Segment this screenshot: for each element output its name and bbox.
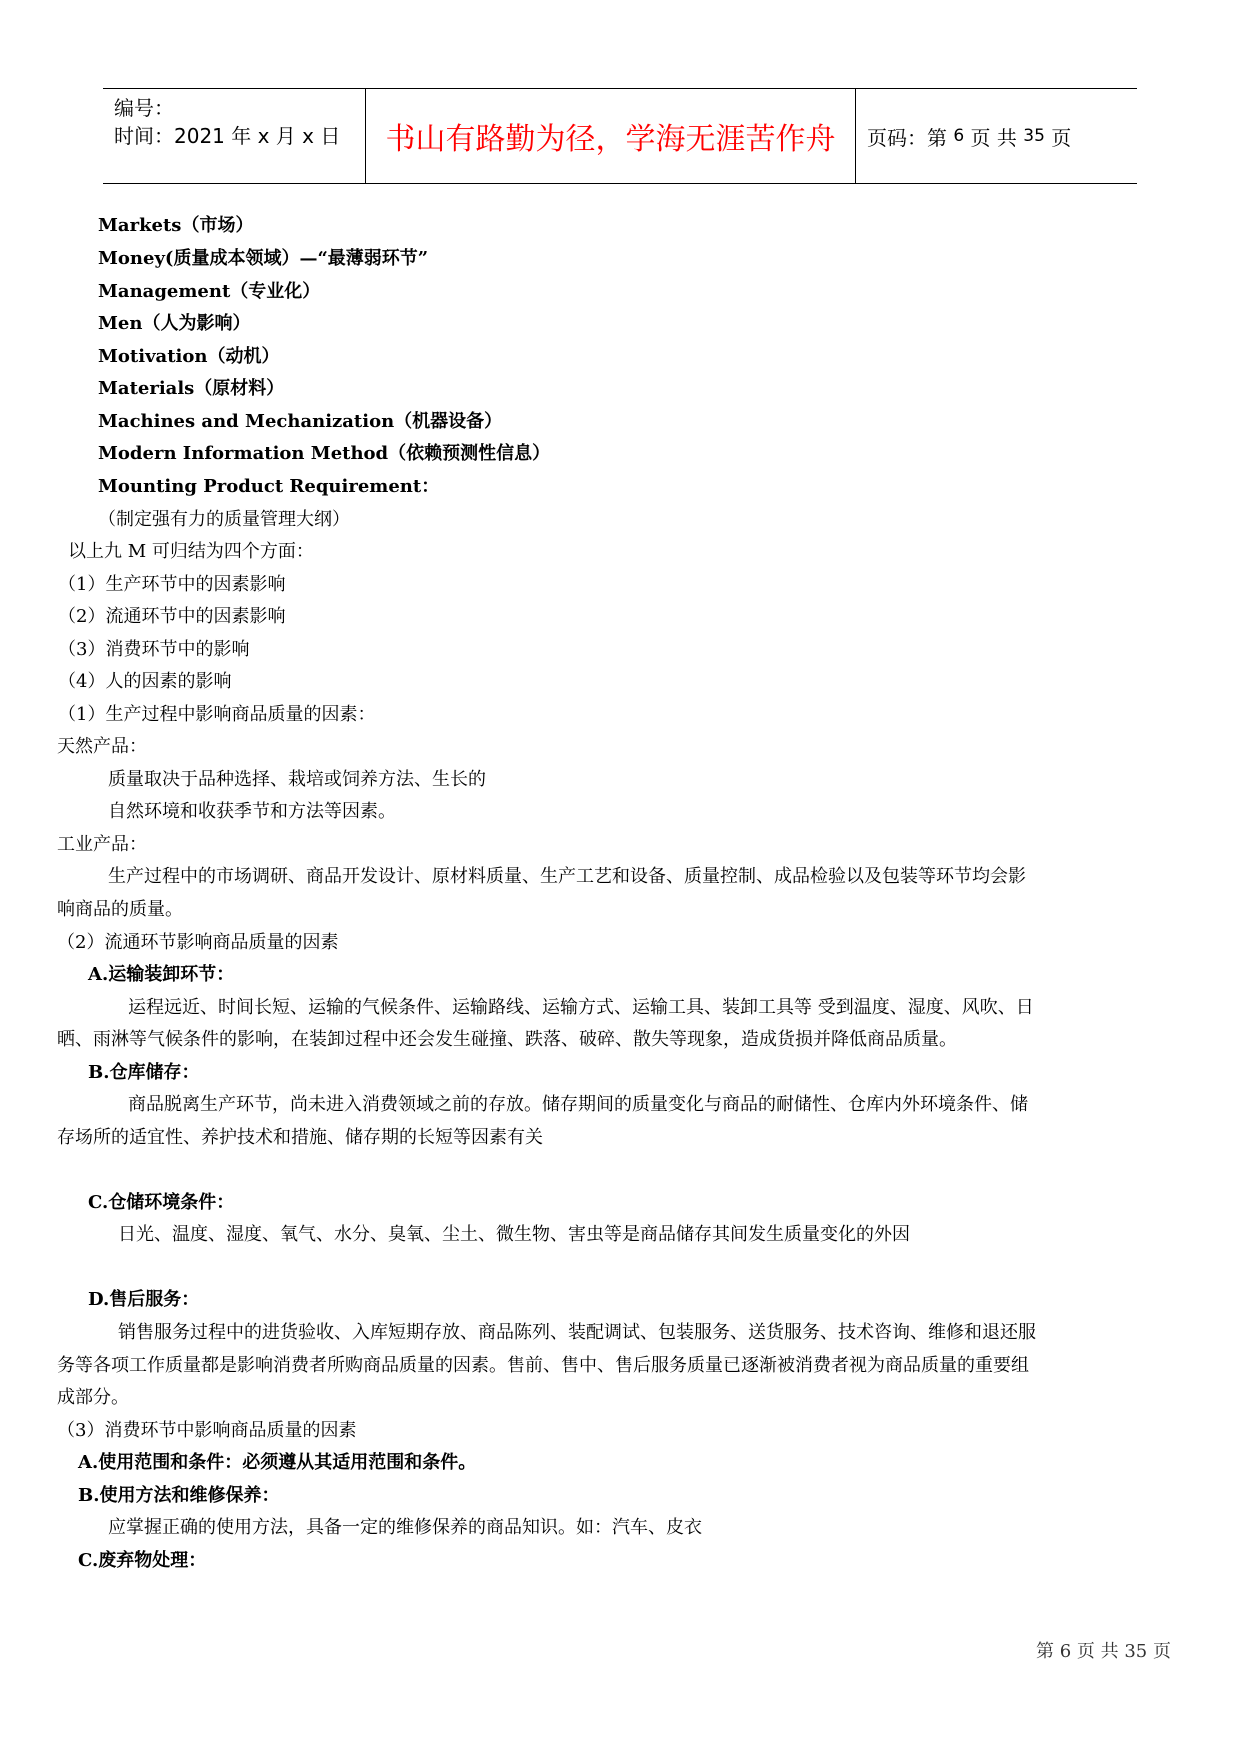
text-line: 生产过程中的市场调研、商品开发设计、原材料质量、生产工艺和设备、质量控制、成品检验以及包装等环节均会影	[108, 866, 1026, 887]
text-line: Markets（市场）	[98, 215, 254, 236]
text-line: D.售后服务：	[88, 1289, 200, 1310]
text-line: （1）生产环节中的因素影响	[58, 574, 286, 595]
text-line: （3）消费环节中的影响	[58, 639, 250, 660]
text-line: C.废弃物处理：	[78, 1550, 207, 1571]
text-line: Mounting Product Requirement：	[98, 476, 440, 497]
text-line: 存场所的适宜性、养护技术和措施、储存期的长短等因素有关	[57, 1127, 543, 1148]
page-total: 35	[1023, 126, 1045, 146]
text-line: C.仓储环境条件：	[88, 1192, 235, 1213]
text-line: 成部分。	[57, 1387, 129, 1408]
text-line: （2）流通环节中的因素影响	[58, 606, 286, 627]
text-line: Motivation（动机）	[98, 346, 280, 367]
page-suffix: 页	[1051, 125, 1072, 150]
text-line: Machines and Mechanization（机器设备）	[98, 411, 503, 432]
text-line: 应掌握正确的使用方法，具备一定的维修保养的商品知识。如：汽车、皮衣	[108, 1517, 702, 1538]
page-prefix: 页码：第	[867, 125, 947, 150]
text-line: Management（专业化）	[98, 281, 321, 302]
text-line: （2）流通环节影响商品质量的因素	[57, 932, 339, 953]
page-header	[103, 88, 1137, 184]
text-line: 质量取决于品种选择、栽培或饲养方法、生长的	[108, 769, 486, 790]
page-mid: 页 共	[970, 125, 1017, 150]
text-line: （3）消费环节中影响商品质量的因素	[57, 1420, 357, 1441]
text-line: Modern Information Method（依赖预测性信息）	[98, 443, 551, 464]
text-line: 自然环境和收获季节和方法等因素。	[108, 801, 396, 822]
text-line: 天然产品：	[57, 736, 147, 757]
header-meta	[103, 89, 365, 183]
text-line: A.使用范围和条件：必须遵从其适用范围和条件。	[78, 1452, 477, 1473]
text-line: 响商品的质量。	[57, 899, 183, 920]
date-label: 时间：2021 年 x 月 x 日	[114, 124, 341, 148]
text-line: A.运输装卸环节：	[88, 964, 235, 985]
header-page-info	[855, 89, 1137, 183]
text-line: （制定强有力的质量管理大纲）	[98, 509, 350, 530]
text-line: B.使用方法和维修保养：	[78, 1485, 280, 1506]
text-line: 日光、温度、湿度、氧气、水分、臭氧、尘土、微生物、害虫等是商品储存其间发生质量变化的外因	[118, 1224, 910, 1245]
text-line: 销售服务过程中的进货验收、入库短期存放、商品陈列、装配调试、包装服务、送货服务、技术咨询、维修和退还服	[118, 1322, 1036, 1343]
text-line: Men（人为影响）	[98, 313, 251, 334]
text-line: （4）人的因素的影响	[58, 671, 232, 692]
page-number: 6	[953, 126, 965, 146]
serial-label: 编号：	[114, 96, 174, 120]
text-line: B.仓库储存：	[88, 1062, 200, 1083]
text-line: 运程远近、时间长短、运输的气候条件、运输路线、运输方式、运输工具、装卸工具等 受到温度、湿度、风吹、日	[128, 997, 1034, 1018]
page-footer: 第 6 页 共 35 页	[1036, 1641, 1171, 1662]
text-line: 工业产品：	[57, 834, 147, 855]
text-line: 以上九 M 可归结为四个方面：	[68, 541, 314, 562]
header-motto: 书山有路勤为径，学海无涯苦作舟	[365, 89, 856, 183]
text-line: 务等各项工作质量都是影响消费者所购商品质量的因素。售前、售中、售后服务质量已逐渐被消费者视为商品质量的重要组	[57, 1355, 1029, 1376]
text-line: （1）生产过程中影响商品质量的因素：	[58, 704, 376, 725]
text-line: 晒、雨淋等气候条件的影响，在装卸过程中还会发生碰撞、跌落、破碎、散失等现象，造成货损并降低商品质量。	[57, 1029, 957, 1050]
text-line: 商品脱离生产环节，尚未进入消费领域之前的存放。储存期间的质量变化与商品的耐储性、仓库内外环境条件、储	[128, 1094, 1028, 1115]
text-line: Materials（原材料）	[98, 378, 285, 399]
text-line: Money(质量成本领域）—“最薄弱环节”	[98, 248, 429, 269]
